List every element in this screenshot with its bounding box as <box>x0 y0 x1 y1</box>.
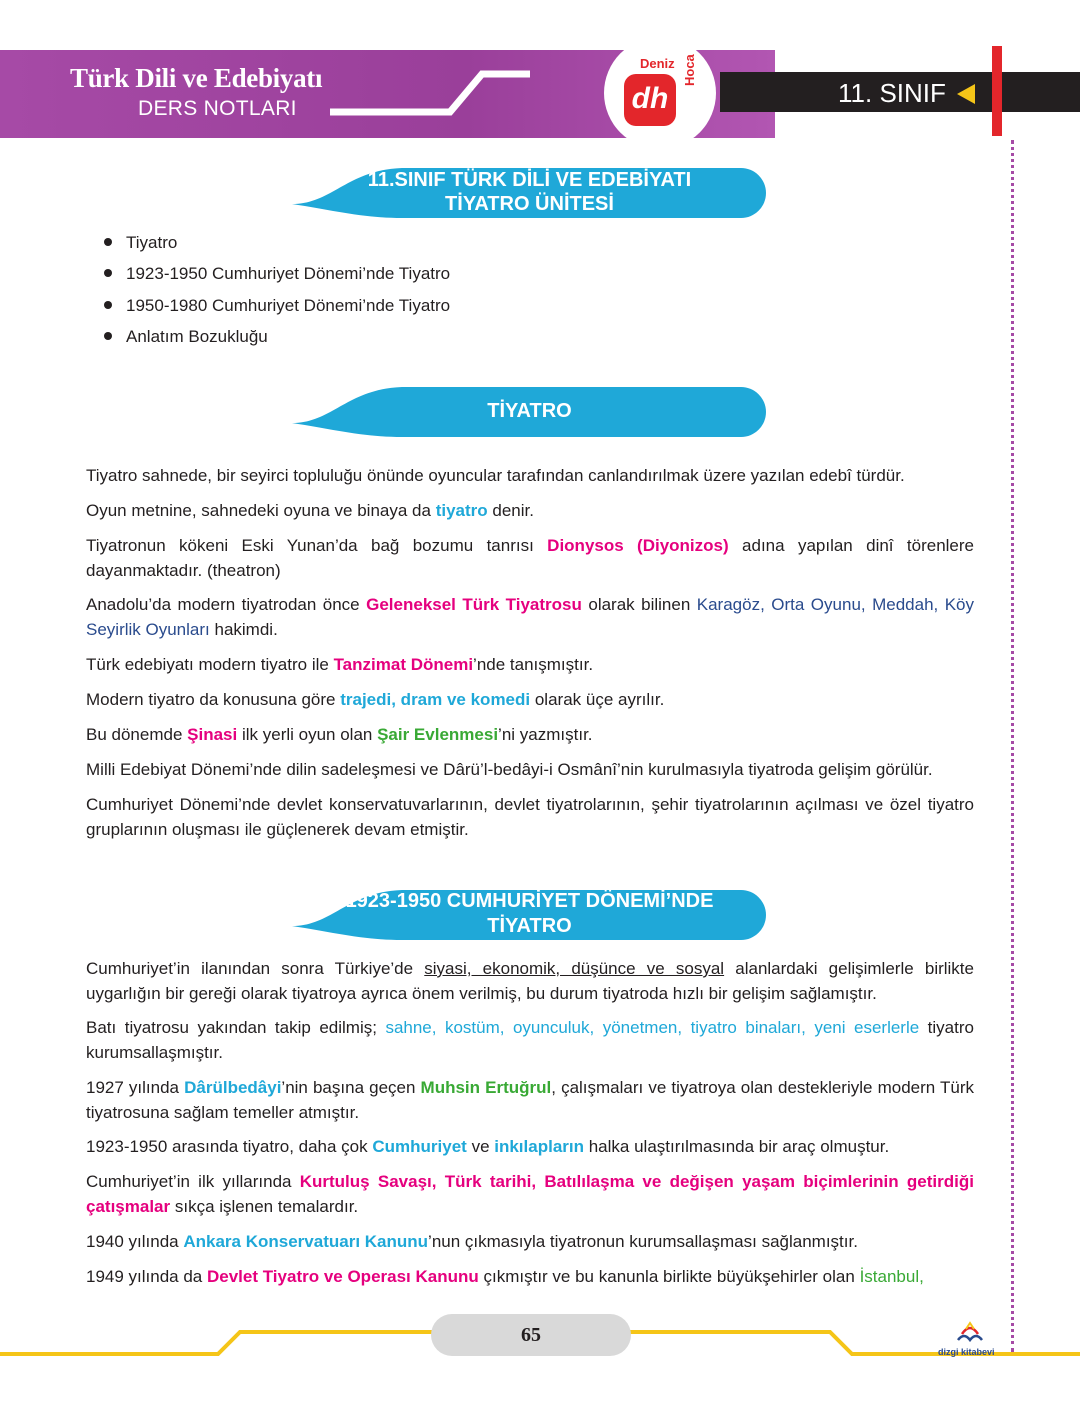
book-logo-icon <box>956 1320 984 1346</box>
highlight: Şinasi <box>187 725 238 744</box>
cumhuriyet-banner-line1: 1923-1950 CUMHURİYET DÖNEMİ’NDE <box>345 890 714 912</box>
tiyatro-banner-title: TİYATRO <box>487 400 572 422</box>
paragraph: Cumhuriyet’in ilk yıllarında Kurtuluş Savaşı, Türk tarihi, Batılılaşma ve değişen yaşam biçimlerinin getirdiği çatışmalar sıkça işlenen temalardır. <box>86 1172 974 1216</box>
paragraph: 1949 yılında da Devlet Tiyatro ve Operası Kanunu çıkmıştır ve bu kanunla birlikte büyükşehirler olan İstanbul, <box>86 1267 924 1286</box>
highlight: Ankara Konservatuarı Kanunu <box>183 1232 429 1251</box>
paragraph: Batı tiyatrosu yakından takip edilmiş; sahne, kostüm, oyunculuk, yönetmen, tiyatro binaları, yeni eserlerle tiyatro kurumsallaşmıştır. <box>86 1018 974 1062</box>
unit-title-line1: 11.SINIF TÜRK DİLİ VE EDEBİYATI <box>367 169 692 191</box>
paragraph: Modern tiyatro da konusuna göre trajedi, dram ve komedi olarak üçe ayrılır. <box>86 690 665 709</box>
highlight: Kurtuluş Savaşı, Türk tarihi, Batılılaşma ve değişen yaşam biçimlerinin getirdiği çatışmalar <box>86 1172 974 1216</box>
paragraph: Oyun metnine, sahnedeki oyuna ve binaya da tiyatro denir. <box>86 501 534 520</box>
triangle-left-icon <box>957 84 975 104</box>
paragraph: Anadolu’da modern tiyatrodan önce Geleneksel Türk Tiyatrosu olarak bilinen Karagöz, Orta Oyunu, Meddah, Köy Seyirlik Oyunları hakimdi. <box>86 595 975 639</box>
margin-dotted-line <box>1011 140 1014 1352</box>
highlight: Geleneksel Türk Tiyatrosu <box>366 595 582 614</box>
highlight: trajedi, dram ve komedi <box>340 690 531 709</box>
cumhuriyet-banner-line2: TİYATRO <box>487 915 572 937</box>
cumhuriyet-banner <box>292 888 767 940</box>
header-stripe-decoration <box>330 50 530 138</box>
header-title: Türk Dili ve Edebiyatı <box>70 63 323 93</box>
logo-hoca-text: Hoca <box>682 54 697 86</box>
topic-item: 1923-1950 Cumhuriyet Dönemi’nde Tiyatro <box>104 261 450 292</box>
unit-title-banner <box>292 166 767 218</box>
paragraph: Bu dönemde Şinasi ilk yerli oyun olan Şair Evlenmesi’ni yazmıştır. <box>86 725 593 744</box>
highlight: Dionysos (Diyonizos) <box>547 536 729 555</box>
logo-icon: dh <box>624 74 676 126</box>
underlined-text: siyasi, ekonomik, düşünce ve sosyal <box>424 959 725 978</box>
paragraph: Cumhuriyet Dönemi’nde devlet konservatuvarlarının, devlet tiyatrolarının, şehir tiyatrolarının açılması ve özel tiyatro gruplarının oluşması ile güçlenerek devam etmiştir. <box>86 795 974 839</box>
grade-label: 11. SINIF <box>838 78 946 108</box>
highlight: Cumhuriyet <box>372 1137 467 1156</box>
topic-list <box>104 230 450 355</box>
highlight: Muhsin Ertuğrul <box>420 1078 552 1097</box>
highlight: inkılapların <box>494 1137 584 1156</box>
logo-deniz-text: Deniz <box>640 56 675 71</box>
header-subtitle: DERS NOTLARI <box>138 97 297 120</box>
page-number: 65 <box>431 1314 631 1356</box>
paragraph: 1940 yılında Ankara Konservatuarı Kanunu’nun çıkmasıyla tiyatronun kurumsallaşması sağlanmıştır. <box>86 1232 858 1251</box>
paragraph: Milli Edebiyat Dönemi’nde dilin sadeleşmesi ve Dârü’l-bedâyi-i Osmânî’nin kurulmasıyla tiyatroda gelişim görülür. <box>86 760 933 779</box>
unit-title-line2: TİYATRO ÜNİTESİ <box>445 193 614 215</box>
paragraph: Tiyatro sahnede, bir seyirci topluluğu önünde oyuncular tarafından canlandırılmak üzere yazılan edebî türdür. <box>86 466 905 485</box>
highlight: İstanbul, <box>859 1267 924 1286</box>
publisher-name: dizgi kitabevi <box>938 1347 995 1357</box>
highlight: Tanzimat Dönemi <box>333 655 474 674</box>
paragraph: 1927 yılında Dârülbedâyi’nin başına geçen Muhsin Ertuğrul, çalışmaları ve tiyatroya olan destekleriyle modern Türk tiyatrosuna sağlam temeller atmıştır. <box>86 1078 975 1122</box>
topic-item: Tiyatro <box>104 230 450 261</box>
highlight: Dârülbedâyi <box>184 1078 282 1097</box>
highlight: Devlet Tiyatro ve Operası Kanunu <box>206 1267 479 1286</box>
highlight: tiyatro <box>435 501 488 520</box>
highlight: Karagöz, Orta Oyunu, Meddah, Köy Seyirlik Oyunları <box>86 595 975 639</box>
topic-item: 1950-1980 Cumhuriyet Dönemi’nde Tiyatro <box>104 293 450 324</box>
highlight: sahne, kostüm, oyunculuk, yönetmen, tiyatro binaları, yeni eserlerle <box>385 1018 920 1037</box>
topic-item: Anlatım Bozukluğu <box>104 324 450 355</box>
paragraph: 1923-1950 arasında tiyatro, daha çok Cumhuriyet ve inkılapların halka ulaştırılmasında bir araç olmuştur. <box>86 1137 890 1156</box>
grade-bar-accent <box>992 46 1002 136</box>
paragraph: Tiyatronun kökeni Eski Yunan’da bağ bozumu tanrısı Dionysos (Diyonizos) adına yapılan dinî törenlere dayanmaktadır. (theatron) <box>86 536 974 580</box>
paragraph: Cumhuriyet’in ilanından sonra Türkiye’de siyasi, ekonomik, düşünce ve sosyal alanlardaki gelişimlerle birlikte uygarlığın bir gereği olarak tiyatroya ayrıca önem verilmiş, bu durum tiyatroda hızlı bir gelişim sağlamıştır. <box>86 959 974 1003</box>
tiyatro-banner <box>292 385 767 437</box>
paragraph: Türk edebiyatı modern tiyatro ile Tanzimat Dönemi’nde tanışmıştır. <box>86 655 594 674</box>
highlight: Şair Evlenmesi <box>377 725 499 744</box>
